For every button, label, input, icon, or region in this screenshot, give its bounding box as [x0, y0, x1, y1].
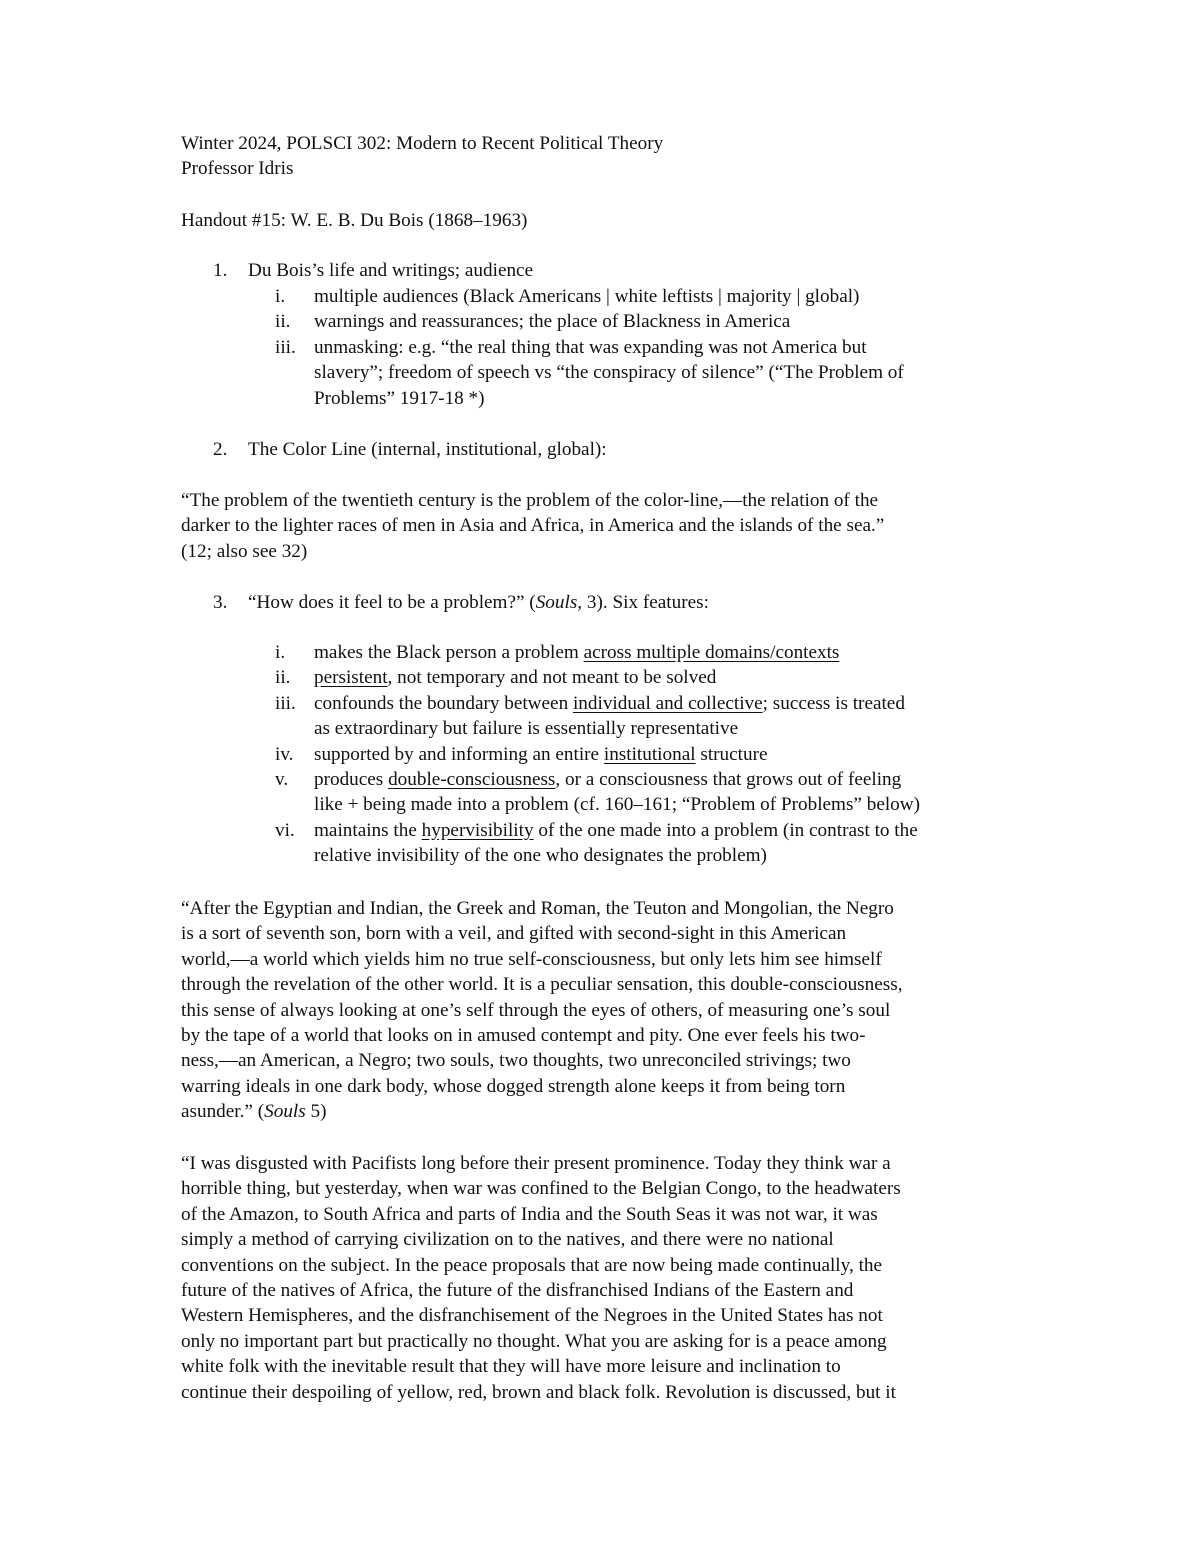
list-item: [275, 665, 1035, 690]
list-item-text: ; success is treated: [762, 692, 905, 714]
list-item-label: vi.: [275, 819, 295, 841]
section-3-number: 3.: [213, 592, 228, 613]
quote-citation-italic: Souls: [264, 1101, 306, 1123]
section-1-number: 1.: [213, 260, 228, 281]
quote-citation: (12; also see 32): [181, 540, 308, 562]
quote-line: world,—a world which yields him no true self-consciousness, but only lets him see himself: [181, 948, 882, 970]
list-item: [275, 767, 1035, 818]
list-item-emphasis: individual and collective: [572, 692, 763, 714]
document-header: [181, 131, 1021, 182]
list-item-emphasis: persistent: [314, 667, 388, 689]
course-title: Winter 2024, POLSCI 302: Modern to Recent Political Theory: [181, 133, 664, 154]
list-item-text: , not temporary and not meant to be solved: [387, 667, 717, 689]
handout-title: Handout #15: W. E. B. Du Bois (1868–1963): [181, 210, 528, 231]
list-item-label: ii.: [275, 667, 291, 689]
section-3-heading: [213, 590, 1013, 615]
list-item-text: structure: [695, 743, 768, 765]
quote-line: darker to the lighter races of men in Asia and Africa, in America and the islands of the sea.”: [181, 515, 885, 537]
quote-line: by the tape of a world that looks on in amused contempt and pity. One ever feels his two-: [181, 1025, 866, 1047]
professor-name: Professor Idris: [181, 158, 294, 180]
list-item-text: multiple audiences (Black Americans | white leftists | majority | global): [314, 286, 860, 307]
section-3-title-post: , 3). Six features:: [577, 592, 709, 613]
quote-line: through the revelation of the other world. It is a peculiar sensation, this double-consciousness,: [181, 974, 903, 996]
quote-line: future of the natives of Africa, the future of the disfranchised Indians of the Eastern and: [181, 1280, 854, 1302]
list-item-text: supported by and informing an entire: [314, 743, 604, 765]
list-item-text-line: relative invisibility of the one who designates the problem): [314, 845, 767, 867]
list-item-label: iii.: [275, 336, 296, 358]
section-2-title: The Color Line (internal, institutional, global):: [248, 439, 607, 460]
quote-citation-post: 5): [305, 1101, 327, 1123]
list-item-text: produces: [314, 769, 389, 791]
list-item: [275, 818, 1035, 869]
list-item-text: warnings and reassurances; the place of Blackness in America: [314, 311, 791, 333]
quote-line: Western Hemispheres, and the disfranchisement of the Negroes in the United States has not: [181, 1305, 883, 1327]
list-item: [275, 640, 1035, 665]
list-item-label: i.: [275, 642, 286, 663]
section-1-title: Du Bois’s life and writings; audience: [248, 260, 534, 281]
quote-line: “I was disgusted with Pacifists long before their present prominence. Today they think war a: [181, 1153, 891, 1174]
list-item-text: , or a consciousness that grows out of feeling: [555, 769, 902, 791]
list-item-emphasis: double-consciousness: [388, 769, 556, 791]
list-item-label: v.: [275, 769, 289, 791]
list-item: [275, 335, 1035, 411]
list-item-text: of the one made into a problem (in contrast to the: [533, 819, 918, 841]
section-3-title-italic: Souls: [535, 592, 578, 613]
list-item-label: i.: [275, 286, 286, 307]
list-item-text-line: like + being made into a problem (cf. 160–161; “Problem of Problems” below): [314, 794, 921, 816]
list-item-emphasis: across multiple domains/contexts: [583, 642, 840, 663]
quote-line: “The problem of the twentieth century is the problem of the color-line,—the relation of the: [181, 490, 879, 511]
list-item-text-line: slavery”; freedom of speech vs “the conspiracy of silence” (“The Problem of: [314, 362, 904, 384]
section-2-number: 2.: [213, 439, 228, 460]
quote-line: is a sort of seventh son, born with a veil, and gifted with second-sight in this American: [181, 923, 847, 945]
list-item-label: iv.: [275, 743, 294, 765]
pacifists-quote: [181, 1151, 1021, 1405]
quote-line: ness,—an American, a Negro; two souls, two thoughts, two unreconciled strivings; two: [181, 1050, 851, 1072]
list-item-text-line: Problems” 1917-18 *): [314, 387, 485, 409]
quote-citation: [181, 1099, 1021, 1124]
quote-line: white folk with the inevitable result that they will have more leisure and inclination to: [181, 1356, 841, 1378]
section-1-heading: [213, 258, 1013, 283]
section-3-title-pre: “How does it feel to be a problem?” (: [248, 592, 536, 613]
list-item-label: iii.: [275, 692, 296, 714]
color-line-quote: [181, 488, 1021, 564]
quote-line: horrible thing, but yesterday, when war was confined to the Belgian Congo, to the headwaters: [181, 1178, 901, 1200]
section-1-list: [275, 284, 1035, 411]
list-item: [275, 309, 1035, 334]
quote-line: simply a method of carrying civilization on to the natives, and there were no national: [181, 1229, 834, 1251]
list-item-text-line: unmasking: e.g. “the real thing that was expanding was not America but: [314, 336, 867, 358]
quote-line: of the Amazon, to South Africa and parts of India and the South Seas it was not war, it was: [181, 1203, 878, 1225]
list-item-emphasis: institutional: [603, 743, 696, 765]
quote-line: conventions on the subject. In the peace proposals that are now being made continually, the: [181, 1254, 883, 1276]
list-item: [275, 691, 1035, 742]
quote-citation-pre: asunder.” (: [181, 1101, 265, 1123]
double-consciousness-quote: [181, 896, 1021, 1125]
handout-title-block: [181, 208, 1021, 233]
list-item-emphasis: hypervisibility: [421, 819, 534, 841]
list-item: [275, 742, 1035, 767]
quote-line: only no important part but practically no thought. What you are asking for is a peace among: [181, 1330, 887, 1352]
quote-line: “After the Egyptian and Indian, the Greek and Roman, the Teuton and Mongolian, the Negro: [181, 898, 894, 919]
section-3-list: [275, 640, 1035, 869]
quote-line: continue their despoiling of yellow, red, brown and black folk. Revolution is discussed, but it: [181, 1381, 896, 1403]
list-item-text: maintains the: [314, 819, 422, 841]
list-item-text: makes the Black person a problem: [314, 642, 584, 663]
list-item-text-line: as extraordinary but failure is essentially representative: [314, 718, 739, 740]
list-item-label: ii.: [275, 311, 291, 333]
quote-line: this sense of always looking at one’s self through the eyes of others, of measuring one’s soul: [181, 999, 891, 1021]
list-item: [275, 284, 1035, 309]
list-item-text: confounds the boundary between: [314, 692, 573, 714]
section-2-heading: [213, 437, 1013, 462]
quote-line: warring ideals in one dark body, whose dogged strength alone keeps it from being torn: [181, 1075, 846, 1097]
